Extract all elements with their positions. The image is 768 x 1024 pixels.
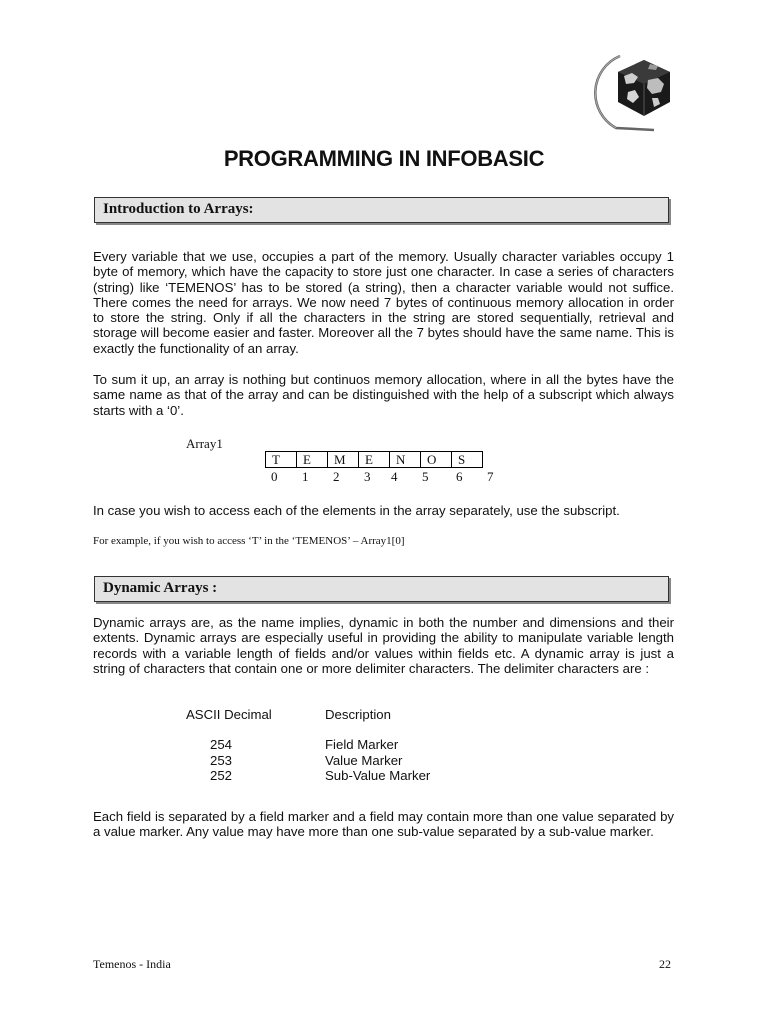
array-index: 7 (487, 469, 494, 484)
array-diagram (265, 451, 483, 468)
array-cell: M (328, 452, 359, 468)
delimiter-code: 252 (210, 768, 233, 783)
field-marker-paragraph: Each field is separated by a field marker and a field may contain more than one value separated by a value marker. Any value may have more than one sub-value separated by a sub-value marker. (93, 809, 674, 840)
array-index: 5 (422, 469, 429, 484)
summary-paragraph: To sum it up, an array is nothing but continuos memory allocation, where in all the bytes have the same name as that of the array and can be distinguished with the help of a subscript which always starts with a ‘0’. (93, 372, 674, 418)
intro-paragraph: Every variable that we use, occupies a part of the memory. Usually character variables occupy 1 byte of memory, which have the capacity to store just one character. In case a series of characters (string) like ‘TEMENOS’ has to be stored (a string), then a character variable would not suffice. There comes the need for arrays. We now need 7 bytes of continuous memory allocation in order to store the string. Only if all the characters in the string are stored sequentially, retrieval and storage will become easier and faster. Moreover all the 7 bytes should have the same name. This is exactly the functionality of an array. (93, 249, 674, 356)
section-heading-introduction (94, 197, 669, 223)
array-index: 1 (302, 469, 309, 484)
delimiter-description: Field Marker (325, 737, 399, 752)
delimiter-description: Sub-Value Marker (325, 768, 431, 783)
delimiter-code: 254 (210, 737, 233, 752)
section-heading-label: Introduction to Arrays: (103, 201, 254, 217)
array-index: 4 (391, 469, 398, 484)
array-index: 6 (456, 469, 463, 484)
globe-cube-logo-icon (590, 50, 680, 136)
subscript-paragraph: In case you wish to access each of the elements in the array separately, use the subscript. (93, 503, 620, 518)
delimiter-header-code: ASCII Decimal (186, 707, 272, 722)
page-title: PROGRAMMING IN INFOBASIC (223, 146, 545, 171)
array-cell: E (297, 452, 328, 468)
array-index: 0 (271, 469, 278, 484)
array-index: 2 (333, 469, 340, 484)
section-heading-dynamic-arrays (94, 576, 669, 602)
dynamic-arrays-paragraph: Dynamic arrays are, as the name implies, dynamic in both the number and dimensions and their extents. Dynamic arrays are especially useful in providing the ability to manipulate variable length records with a variable length of fields and/or values within fields etc. A dynamic array is just a string of characters that contain one or more delimiter characters. The delimiter characters are : (93, 615, 674, 676)
footer-left-text: Temenos - India (93, 957, 171, 971)
array-cell: T (266, 452, 297, 468)
array-cell: S (452, 452, 483, 468)
array-cell: E (359, 452, 390, 468)
section-heading-label: Dynamic Arrays : (103, 580, 218, 596)
delimiter-header-description: Description (325, 707, 391, 722)
array-cell: O (421, 452, 452, 468)
array-index: 3 (364, 469, 371, 484)
example-text: For example, if you wish to access ‘T’ in the ‘TEMENOS’ – Array1[0] (93, 535, 405, 547)
delimiter-code: 253 (210, 753, 233, 768)
delimiter-description: Value Marker (325, 753, 403, 768)
page-number: 22 (659, 957, 671, 971)
array-cell: N (390, 452, 421, 468)
array-label: Array1 (186, 436, 223, 451)
